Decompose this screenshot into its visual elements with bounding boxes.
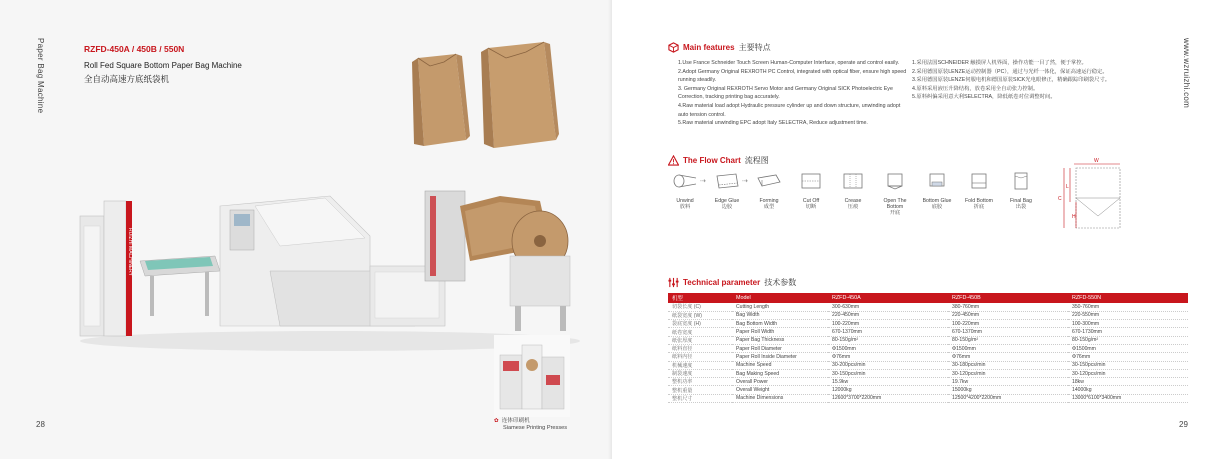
flow-step-bottom-glue: [920, 172, 954, 210]
table-cell: 18kw: [1068, 378, 1188, 386]
table-cell: 380-760mm: [948, 303, 1068, 311]
table-cell: 30-200pcs/min: [828, 361, 948, 369]
table-cell: Bag Making Speed: [732, 369, 828, 377]
table-row: [668, 353, 1188, 361]
flow-chart-title-en: The Flow Chart: [683, 156, 741, 165]
table-cell: 220-550mm: [1068, 311, 1188, 319]
paper-bag-large-image: [478, 40, 560, 152]
flow-step-label-en: Forming: [759, 198, 779, 204]
table-cell: Machine Speed: [732, 361, 828, 369]
paper-bag-machine-image: [70, 176, 590, 356]
table-header-cell: 机型: [668, 293, 732, 303]
feature-item-cn: 5.原料纠偏采用意大利SELECTRA，降低纸卷对位调整时间。: [912, 94, 1056, 101]
table-cell: 整机重量: [668, 386, 732, 394]
table-cell: Paper Roll Inside Diameter: [732, 353, 828, 361]
page-number-left: 28: [36, 420, 45, 429]
side-title: Paper Bag Machine: [36, 38, 45, 114]
final-bag-icon: [1008, 172, 1034, 190]
table-cell: 80-150g/m²: [828, 336, 948, 344]
flow-step-label-en: Fold Bottom: [965, 198, 993, 204]
flow-step-label-cn: 压痕: [847, 204, 859, 211]
feature-item-cn: 2.采用德国原装LENZE运动控制器（PC），通过与光纤一体化，保证高速运行稳定。: [912, 68, 1108, 75]
arrow-right-icon: ⇢: [700, 178, 706, 185]
table-cell: 670-1370mm: [948, 328, 1068, 336]
table-cell: 30-120pcs/min: [1068, 369, 1188, 377]
table-row: [668, 369, 1188, 377]
table-row: [668, 378, 1188, 386]
main-features-title-cn: 主要特点: [738, 43, 771, 52]
table-row: [668, 361, 1188, 369]
feature-item-cn: 4.原料采用液压升降结构，放卷采用全自动张力控制。: [912, 85, 1039, 92]
table-row: [668, 320, 1188, 328]
table-cell: 100-220mm: [828, 320, 948, 328]
unwind-roll-icon: [672, 172, 698, 190]
main-features-heading: [668, 42, 771, 53]
flow-step-forming: [752, 172, 786, 210]
paper-bag-small-image: [410, 50, 472, 150]
flow-step-label-en: Unwind: [676, 198, 694, 204]
table-cell: Paper Roll Width: [732, 328, 828, 336]
crease-icon: [840, 172, 866, 190]
table-cell: 纸卷宽度: [668, 328, 732, 336]
table-cell: Bag Bottom Width: [732, 320, 828, 328]
table-row: [668, 303, 1188, 311]
flow-step-open-bottom: [878, 172, 912, 217]
feature-item-en: 3. Germany Original REXROTH Servo Motor and Germany Original SICK Photoelectric Eye Correction, tracking printing bag accurately.: [678, 85, 893, 101]
feature-item-cn: 1.采用法国SCHNEIDER 触摸屏人机界面，操作功能一目了然，便于掌控。: [912, 60, 1087, 66]
table-cell: 纸料内径: [668, 353, 732, 361]
flow-chart: [668, 172, 1048, 222]
right-page: [612, 0, 1224, 459]
dimension-l-label: L: [1066, 184, 1069, 190]
table-cell: 670-1370mm: [828, 328, 948, 336]
table-cell: 300-630mm: [828, 303, 948, 311]
flow-chart-heading: [668, 155, 769, 166]
inset-caption: [494, 418, 567, 432]
table-cell: 19.7kw: [948, 378, 1068, 386]
dimension-w-label: W: [1094, 158, 1099, 164]
table-cell: 80-150g/m²: [1068, 336, 1188, 344]
table-cell: 12000kg: [828, 386, 948, 394]
fold-bottom-icon: [966, 172, 992, 190]
bullet-icon: ✿: [494, 418, 499, 424]
flow-step-label-cn: 边胶: [721, 204, 733, 211]
table-cell: 13000*6100*3400mm: [1068, 394, 1188, 402]
table-cell: 制袋速度: [668, 369, 732, 377]
cube-icon: [668, 42, 679, 53]
flow-step-label-en: Cut Off: [802, 198, 820, 204]
table-cell: 220-450mm: [828, 311, 948, 319]
flow-chart-title-cn: 流程图: [744, 156, 769, 165]
table-cell: 纸袋宽度 (W): [668, 311, 732, 319]
table-row: [668, 328, 1188, 336]
flow-step-fold-bottom: [962, 172, 996, 210]
open-bottom-icon: [882, 172, 908, 190]
table-header-cell: RZFD-450B: [948, 293, 1068, 303]
table-cell: Overall Power: [732, 378, 828, 386]
technical-parameter-title-cn: 技术参数: [764, 278, 797, 287]
table-header-cell: Model: [732, 293, 828, 303]
table-cell: 袋底宽度 (H): [668, 320, 732, 328]
warning-triangle-icon: [668, 155, 679, 166]
table-cell: 整机尺寸: [668, 394, 732, 402]
table-cell: 30-150pcs/min: [828, 369, 948, 377]
bottom-glue-icon: [924, 172, 950, 190]
table-cell: 纸张厚度: [668, 336, 732, 344]
table-header-cell: RZFD-450A: [828, 293, 948, 303]
flow-step-edge-glue: [710, 172, 744, 210]
product-name-en: Roll Fed Square Bottom Paper Bag Machine: [84, 61, 242, 70]
table-cell: 14000kg: [1068, 386, 1188, 394]
main-features-title-en: Main features: [683, 43, 735, 52]
flow-step-label-en: Edge Glue: [714, 198, 740, 204]
dimension-c-label: C: [1058, 196, 1062, 202]
table-cell: 12600*3700*2200mm: [828, 394, 948, 402]
table-cell: 100-300mm: [1068, 320, 1188, 328]
table-cell: Overall Weight: [732, 386, 828, 394]
features-list-en: [678, 59, 908, 128]
table-cell: 100-220mm: [948, 320, 1068, 328]
feature-item-en: 1.Use France Schneider Touch Screen Human-Computer Interface, operate and control easily.: [678, 60, 900, 66]
table-cell: 30-180pcs/min: [948, 361, 1068, 369]
flow-step-label-cn: 出袋: [1015, 204, 1027, 211]
table-cell: Φ1500mm: [948, 344, 1068, 352]
feature-item-en: 2.Adopt Germany Original REXROTH PC Control, integrated with optical fiber, ensure high speed running steadily.: [678, 68, 907, 84]
table-cell: 12500*4200*2200mm: [948, 394, 1068, 402]
feature-item-en: 4.Raw material load adopt Hydraulic pressure cylinder up and down structure, unwinding adopt auto tension control.: [678, 102, 901, 118]
sliders-icon: [668, 277, 679, 288]
table-cell: 15.9kw: [828, 378, 948, 386]
table-cell: 机械速度: [668, 361, 732, 369]
table-cell: 220-450mm: [948, 311, 1068, 319]
forming-icon: [756, 172, 782, 190]
table-cell: 纸料直径: [668, 344, 732, 352]
table-row: [668, 394, 1188, 402]
inset-caption-cn: 连体印刷机: [501, 418, 530, 424]
siamese-printing-press-image: [494, 335, 570, 417]
flow-step-final-bag: [1004, 172, 1038, 210]
feature-item-en: 5.Raw material unwinding EPC adopt Italy SELECTRA, Reduce adjustment time.: [678, 120, 868, 127]
flow-step-label-cn: 切断: [805, 204, 817, 211]
table-cell: 30-120pcs/min: [948, 369, 1068, 377]
table-cell: Paper Roll Diameter: [732, 344, 828, 352]
table-cell: 30-150pcs/min: [1068, 361, 1188, 369]
flow-step-crease: [836, 172, 870, 210]
table-cell: 80-150g/m²: [948, 336, 1068, 344]
table-row: [668, 386, 1188, 394]
side-url: www.wzruizhi.com: [1182, 38, 1191, 109]
arrow-right-icon: ⇢: [742, 178, 748, 185]
flow-step-label-cn: 开底: [889, 210, 901, 217]
table-body: [668, 303, 1188, 403]
table-cell: 670-1730mm: [1068, 328, 1188, 336]
flow-step-label-en: Open The Bottom: [883, 198, 907, 211]
table-cell: Φ1500mm: [1068, 344, 1188, 352]
table-row: [668, 311, 1188, 319]
table-cell: 15000kg: [948, 386, 1068, 394]
model-title: RZFD-450A / 450B / 550N: [84, 44, 185, 54]
flow-step-unwind: [668, 172, 702, 210]
inset-caption-en: Siamese Printing Presses: [503, 425, 568, 431]
table-cell: Paper Bag Thickness: [732, 336, 828, 344]
product-name-cn: 全自动高速方底纸袋机: [84, 74, 170, 84]
page-number-right: 29: [1179, 420, 1188, 429]
feature-item-cn: 3.采用德国原装LENZE伺服电机和德国原装SICK光电眼修正，精确跟踪印刷袋尺寸。: [912, 77, 1111, 84]
flow-step-label-en: Bottom Glue: [922, 198, 952, 204]
machine-brand-label: RUIZHI MACHINERY: [127, 228, 133, 276]
flow-step-label-cn: 放料: [679, 204, 691, 211]
table-cell: Cutting Length: [732, 303, 828, 311]
table-cell: 整机功率: [668, 378, 732, 386]
table-cell: 350-760mm: [1068, 303, 1188, 311]
dimension-h-label: H: [1072, 214, 1076, 220]
table-cell: Φ76mm: [948, 353, 1068, 361]
table-cell: Bag Width: [732, 311, 828, 319]
edge-glue-icon: [714, 172, 740, 190]
flow-step-label-cn: 底胶: [931, 204, 943, 211]
technical-parameter-table: [668, 293, 1188, 403]
flow-step-label-cn: 折底: [973, 204, 985, 211]
flow-step-cut-off: [794, 172, 828, 210]
table-header-row: [668, 293, 1188, 303]
technical-parameter-title-en: Technical parameter: [683, 278, 761, 287]
table-cell: 切袋长度 (C): [668, 303, 732, 311]
features-list-cn: [912, 59, 1132, 102]
table-cell: Φ1500mm: [828, 344, 948, 352]
table-cell: Machine Dimensions: [732, 394, 828, 402]
bag-dimension-diagram: [1036, 158, 1126, 232]
cut-off-icon: [798, 172, 824, 190]
table-cell: Φ76mm: [1068, 353, 1188, 361]
table-row: [668, 336, 1188, 344]
technical-parameter-heading: [668, 277, 796, 288]
table-cell: Φ76mm: [828, 353, 948, 361]
flow-step-label-cn: 成型: [763, 204, 775, 211]
flow-step-label-en: Crease: [844, 198, 862, 204]
table-header-cell: RZFD-550N: [1068, 293, 1188, 303]
flow-step-label-en: Final Bag: [1010, 198, 1032, 204]
table-row: [668, 344, 1188, 352]
